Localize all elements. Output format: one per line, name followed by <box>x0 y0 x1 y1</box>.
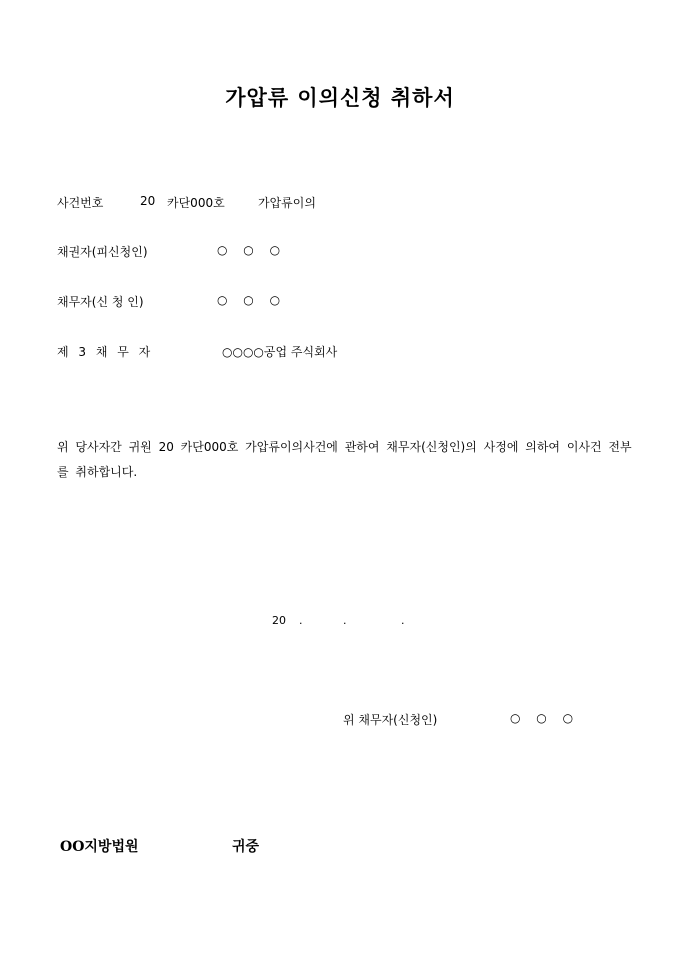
third-debtor-label: 제 3 채 무 자 <box>57 345 151 359</box>
date-separator-end: . <box>401 614 405 627</box>
date-separator-day: . <box>343 614 347 627</box>
debtor-name: ○ ○ ○ <box>217 293 281 307</box>
debtor-label: 채무자(신 청 인) <box>57 295 144 309</box>
document-title: 가압류 이의신청 취하서 <box>225 85 455 110</box>
body-paragraph: 위 당사자간 귀원 20 카단000호 가압류이의사건에 관하여 채무자(신청인)의 사정에 의하여 이사건 전부를 취하합니다. <box>57 440 632 479</box>
date-year: 20 <box>272 614 286 627</box>
case-number: 카단000호 <box>167 196 225 210</box>
date-separator-month: . <box>299 614 303 627</box>
creditor-name: ○ ○ ○ <box>217 243 281 257</box>
third-debtor-name: ○○○○공업 주식회사 <box>222 345 338 359</box>
court-name: OO지방법원 <box>60 839 139 855</box>
signature-label: 위 채무자(신청인) <box>343 713 438 727</box>
signature-name: ○ ○ ○ <box>510 711 574 725</box>
case-year: 20 <box>140 194 156 208</box>
case-number-label: 사건번호 <box>57 196 104 210</box>
creditor-label: 채권자(피신청인) <box>57 245 148 259</box>
case-type: 가압류이의 <box>258 196 316 210</box>
court-suffix: 귀중 <box>232 839 260 855</box>
